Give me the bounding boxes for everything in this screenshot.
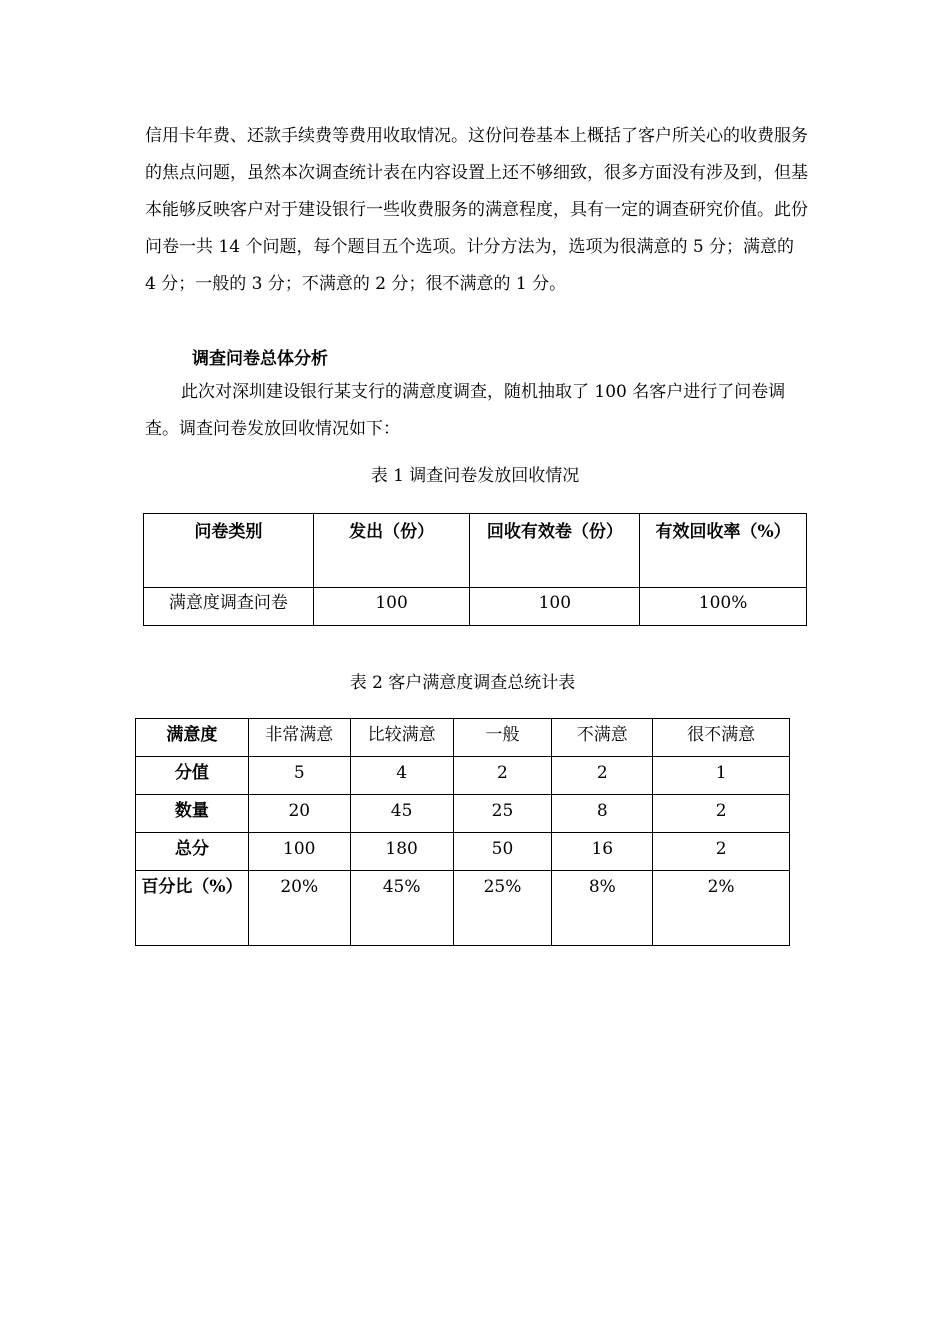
- table-row: [136, 871, 790, 946]
- table-cell: 2: [653, 795, 790, 833]
- table-cell: 2%: [653, 871, 790, 946]
- table-cell: 8%: [552, 871, 653, 946]
- table2-caption: 表 2 客户满意度调查总统计表: [349, 673, 576, 693]
- category-cell: 不满意: [552, 719, 653, 757]
- table-row: [136, 833, 790, 871]
- table-cell: 100: [313, 588, 470, 626]
- row-header-cell: 总分: [136, 833, 249, 871]
- table-cell: 25%: [453, 871, 552, 946]
- table-cell: 1: [653, 757, 790, 795]
- table-header-row: [144, 514, 807, 588]
- table-cell: 100%: [640, 588, 807, 626]
- satisfaction-statistics-table: [135, 718, 790, 946]
- table-cell: 8: [552, 795, 653, 833]
- intro-paragraph: 信用卡年费、还款手续费等费用收取情况。这份问卷基本上概括了客户所关心的收费服务的焦点问题，虽然本次调查统计表在内容设置上还不够细致，很多方面没有涉及到，但基本能够反映客户对于建设银行一些收费服务的满意程度，具有一定的调查研究价值。此份问卷一共 14 个问题，每个题目五个选项。计分方法为，选项为很满意的 5 分；满意的 4 分；一般的 3 分；不满意的 2 分；很不满意的 1 分。: [145, 126, 808, 294]
- category-cell: 非常满意: [248, 719, 350, 757]
- category-cell: 很不满意: [653, 719, 790, 757]
- table-cell: 100: [470, 588, 640, 626]
- section-heading: 调查问卷总体分析: [192, 349, 328, 369]
- row-header-cell: 百分比（%）: [136, 871, 249, 946]
- header-cell: 有效回收率（%）: [640, 514, 807, 588]
- table-cell: 20%: [248, 871, 350, 946]
- table-cell: 25: [453, 795, 552, 833]
- header-cell: 发出（份）: [313, 514, 470, 588]
- row-header-cell: 数量: [136, 795, 249, 833]
- table-header-row: [136, 719, 790, 757]
- table-row: [136, 795, 790, 833]
- table-cell: 满意度调查问卷: [144, 588, 314, 626]
- table-cell: 5: [248, 757, 350, 795]
- analysis-paragraph: 此次对深圳建设银行某支行的满意度调查，随机抽取了 100 名客户进行了问卷调查。调查问卷发放回收情况如下：: [145, 382, 786, 439]
- table-cell: 180: [350, 833, 453, 871]
- header-cell: 问卷类别: [144, 514, 314, 588]
- questionnaire-distribution-table: [143, 513, 807, 626]
- table-row: [136, 757, 790, 795]
- row-header-cell: 满意度: [136, 719, 249, 757]
- table-row: [144, 588, 807, 626]
- table-cell: 2: [653, 833, 790, 871]
- table-cell: 100: [248, 833, 350, 871]
- table-cell: 20: [248, 795, 350, 833]
- table-cell: 16: [552, 833, 653, 871]
- table1-caption: 表 1 调查问卷发放回收情况: [370, 466, 580, 486]
- table-cell: 45: [350, 795, 453, 833]
- table-cell: 2: [552, 757, 653, 795]
- header-cell: 回收有效卷（份）: [470, 514, 640, 588]
- table-cell: 4: [350, 757, 453, 795]
- table-cell: 50: [453, 833, 552, 871]
- row-header-cell: 分值: [136, 757, 249, 795]
- category-cell: 一般: [453, 719, 552, 757]
- category-cell: 比较满意: [350, 719, 453, 757]
- table-cell: 45%: [350, 871, 453, 946]
- table-cell: 2: [453, 757, 552, 795]
